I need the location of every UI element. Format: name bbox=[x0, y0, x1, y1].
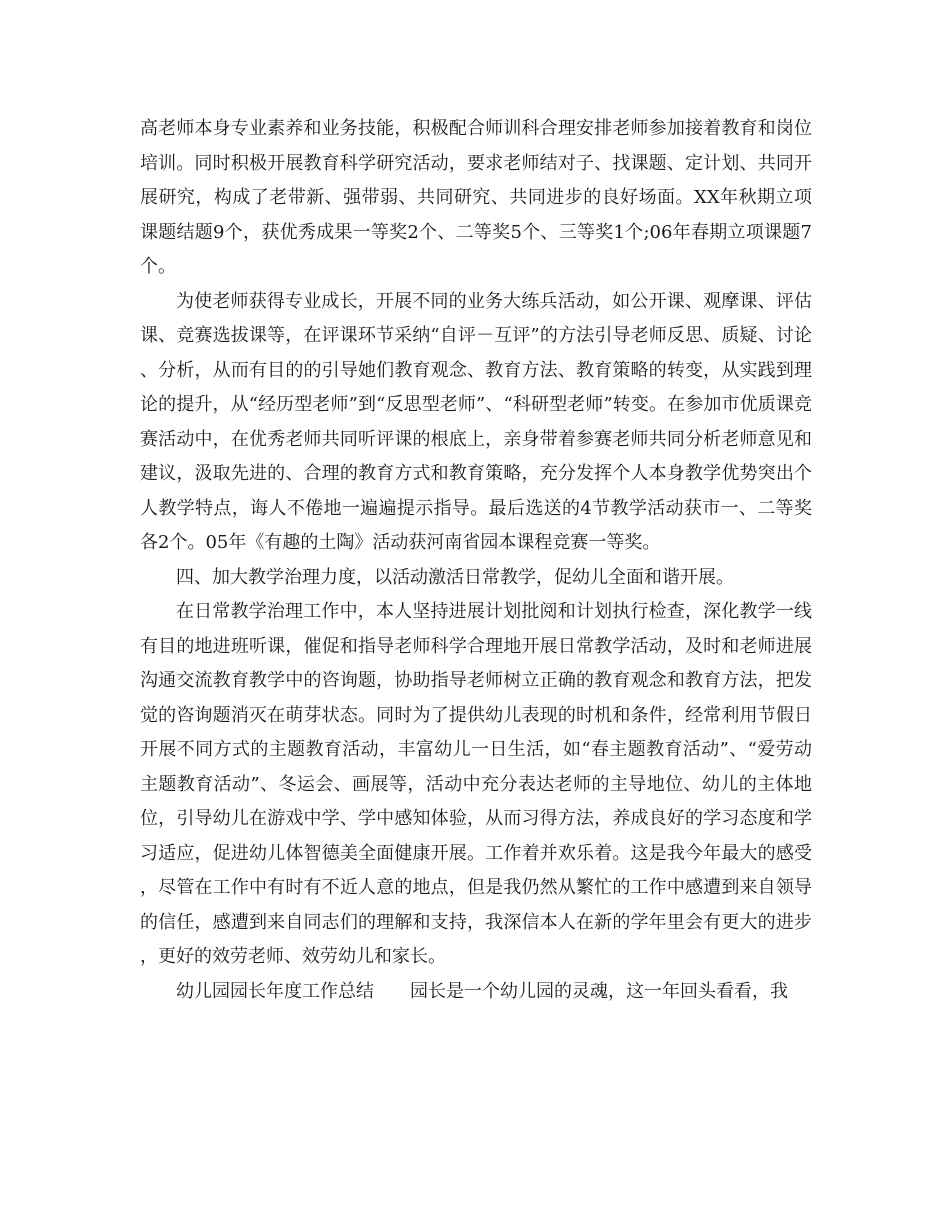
paragraph-annual-summary-intro: 幼儿园园长年度工作总结 园长是一个幼儿园的灵魂，这一年回头看看，我 bbox=[176, 980, 788, 1002]
section-heading-teaching-management: 四、加大教学治理力度，以活动激活日常教学，促幼儿全面和谐开展。 bbox=[176, 566, 734, 588]
document-body bbox=[140, 112, 812, 1009]
paragraph-daily-teaching-management: 在日常教学治理工作中，本人坚持进展计划批阅和计划执行检查，深化教学一线有目的地进班听课，催促和指导老师科学合理地开展日常教学活动，及时和老师进展沟通交流教育教学中的咨询题，协助指导老师树立正确的教育观念和教育方法，把发觉的咨询题消灭在萌芽状态。同时为了提供幼儿表现的时机和条件，经常利用节假日开展不同方式的主题教育活动，丰富幼儿一日生活，如“春主题教育活动”、“爱劳动主题教育活动”、冬运会、画展等，活动中充分表达老师的主导地位、幼儿的主体地位，引导幼儿在游戏中学、学中感知体验，从而习得方法，养成良好的学习态度和学习适应，促进幼儿体智德美全面健康开展。工作着并欢乐着。这是我今年最大的感受，尽管在工作中有时有不近人意的地点，但是我仍然从繁忙的工作中感遭到来自领导的信任，感遭到来自同志们的理解和支持，我深信本人在新的学年里会有更大的进步，更好的效劳老师、效劳幼儿和家长。 bbox=[140, 601, 812, 967]
paragraph-professional-growth: 为使老师获得专业成长，开展不同的业务大练兵活动，如公开课、观摩课、评估课、竞赛选拔课等，在评课环节采纳“自评－互评”的方法引导老师反思、质疑、讨论、分析，从而有目的的引导她们教育观念、教育方法、教育策略的转变，从实践到理论的提升，从“经历型老师”到“反思型老师”、“科研型老师”转变。在参加市优质课竞赛活动中，在优秀老师共同听评课的根底上，亲身带着参赛老师共同分析老师意见和建议，汲取先进的、合理的教育方式和教育策略，充分发挥个人本身教学优势突出个人教学特点，诲人不倦地一遍遍提示指导。最后选送的4节教学活动获市一、二等奖各2个。05年《有趣的土陶》活动获河南省园本课程竞赛一等奖。 bbox=[140, 290, 812, 553]
paragraph-research-activities: 高老师本身专业素养和业务技能，积极配合师训科合理安排老师参加接着教育和岗位培训。同时积极开展教育科学研究活动，要求老师结对子、找课题、定计划、共同开展研究，构成了老带新、强带弱、共同研究、共同进步的良好场面。XX年秋期立项课题结题9个，获优秀成果一等奖2个、二等奖5个、三等奖1个;06年春期立项课题7个。 bbox=[140, 118, 812, 277]
